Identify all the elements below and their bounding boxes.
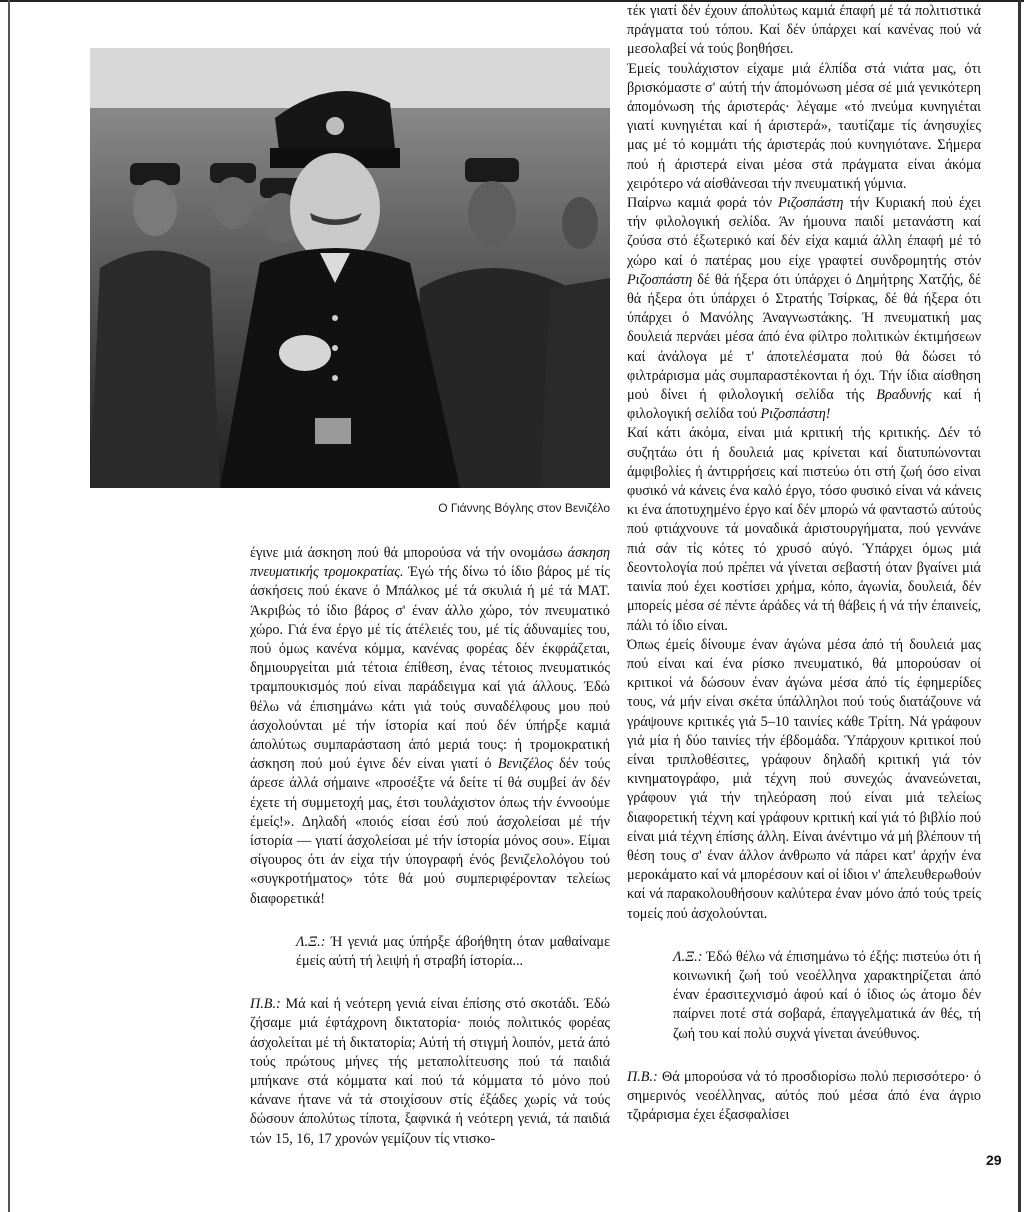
right-paragraph-3	[627, 194, 981, 424]
right-p3-text-d: καί ή φιλολογική σελίδα τού	[627, 387, 981, 423]
page-right-edge	[1018, 0, 1021, 1212]
left-p1-italic: άσκηση πνευματικής τρομοκρατίας.	[250, 545, 610, 581]
right-p3-text-b: τήν Κυριακή πού έχει τήν φιλολογική σελίδα. Άν ήμουνα παιδί μετανάστη καί ζούσα στό έξωτερικό καί δέν είχα καμιά άλλη έπαφή μέ τό χώρο καί ό πατέρας μου είχε γραφτεί συνδρομητής στόν	[627, 195, 981, 269]
text-column-right	[627, 2, 981, 1197]
right-p3-text-c: δέ θά ήξερα ότι ύπάρχει ό Δημήτρης Χατζής, δέ θά ήξερα ότι ύπάρχει ό Στρατής Τσίρκας, δέ θά ήξερα ότι ύπάρχει ό Μανόλης Άναγνωστάκης. Ή πνευματική μας δουλειά περνάει μέσα άπό ένα φίλτρο πολιτικών έκτιμήσεων καί άνάλογα μέ τ' άποτελέσματα πού θά δώσει τό φιλτράρισμα μάς συμπαραστέκονται ή όχι. Τήν ίδια αίσθηση μού δίνει ή φιλολογική σελίδα τής	[627, 271, 981, 404]
right-p3-italic-2: Ριζοσπάστη	[627, 271, 693, 288]
right-p3-italic-4: Ριζοσπάστη!	[760, 406, 831, 423]
left-p1-text-a: έγινε μιά άσκηση πού θά μπορούσα νά τήν ονομάσω	[250, 545, 568, 561]
historical-photo	[90, 48, 610, 488]
photo-caption: Ο Γιάννης Βόγλης στον Βενιζέλο	[438, 501, 610, 515]
left-p1-text-b: Έγώ τής δίνω τό ίδιο βάρος μέ τίς άσκήσεις πού έκανε ό Μπάλκος μέ τά σκυλιά ή μέ τά ΜΑΤ. Άκριβώς τό ίδιο βάρος σ' έναν άλλο χώρο, τόν πνευματικό χώρο. Γιά ένα έργο μέ τίς άτέλειές του, μέ τίς άδυναμίες του, πού όμως κανένα κόμμα, κανένας φορέας δέν έκφράζεται, δημιουργείται μιά τέτοια έπίθεση, ένας τέτοιος πνευματικός τραμπουκισμός πού είναι παράδειγμα καί γιά άλλους. Έδώ θέλω νά έπισημάνω κάτι γιά τούς συναδέλφους μου πού άσχολούνται μέ τήν ίστορία καί πού δέν ύπήρξε καμιά άπολύτως συμπαράσταση άπό μεριά τους: ή τρομοκρατική άσκηση πού μού έγινε δέν είναι γιατί ό	[250, 564, 610, 773]
right-question-speaker: Λ.Ξ.:	[673, 948, 703, 965]
page-left-edge	[8, 0, 10, 1212]
right-answer-speaker: Π.Β.:	[627, 1068, 658, 1085]
right-p3-italic-3: Βραδυνής	[876, 387, 932, 404]
left-question	[250, 933, 610, 971]
right-question-text: Έδώ θέλω νά έπισημάνω τό έξής: πιστεύω ότι ή κοινωνική ζωή τού νεοέλληνα χαρακτηρίζεται άπό έναν έρασιτεχνισμό άφού καί ό ίδιος ώς άτομο δέν παίρνει ποτέ στά σοβαρά, έπαγγελματικά άν θές, τή ζωή του καί πολύ συχνά γίνεται άνεύθυνος.	[673, 948, 981, 1042]
right-p3-italic-1: Ριζοσπάστη	[778, 195, 844, 212]
right-paragraph-4: Καί κάτι άκόμα, είναι μιά κριτική τής κριτικής. Δέν τό συζητάω ότι ή δουλειά μας κρίνεται καί διατυπώνονται άμφιβολίες ή άντιρρήσεις καί πιστεύω ότι στή ζωή όσο είναι φυσικό νά κάνεις ένα καλό έργο, τόσο φυσικό είναι νά κάνεις κι ένα άποτυχημένο έργο καί δέν μπορώ νά φανταστώ αύτούς πού φτιάχνουνε τά μοναδικά άριστουργήματα, πού γεννάνε πιά σάν τίς κότες τό χρυσό αύγό. Ύπάρχει όμως μιά δεοντολογία πού πρέπει νά γίνεται σεβαστή όταν βγαίνει μιά ταινία πού έχει κοστίσει χρήμα, κόπο, άγωνία, δουλειά, δέν μπορείς μέσα σέ πέντε άράδες νά τή θάβεις ή νά τήν έπαινείς, πάλι τό ίδιο είναι.	[627, 425, 981, 634]
right-paragraph-2: Έμείς τουλάχιστον είχαμε μιά έλπίδα στά νιάτα μας, ότι βρισκόμαστε σ' αύτή τήν άπομόνωση μέσα σέ μιά γενικότερη άπομόνωση τής άριστεράς· λέγαμε «τό πνεύμα κυνηγιέται γιατί κυνηγιέται καί ή άριστερά», ταυτίζαμε τίς άνησυχίες μας μέ τό κομμάτι τής άριστεράς πού κυνηγιότανε. Σήμερα πού ή άριστερά είναι μέσα στά πράγματα είναι άκόμα χειρότερο νά αίσθάνεσαι τήν πνευματική γύμνια.	[627, 60, 981, 192]
right-answer	[627, 1068, 981, 1126]
left-paragraph-1	[250, 544, 610, 909]
right-paragraph-1: τέκ γιατί δέν έχουν άπολύτως καμιά έπαφή μέ τά πολιτιστικά πράγματα τού τόπου. Καί δέν ύπάρχει καί κανένας πού νά μεσολαβεί νά τούς βοηθήσει.	[627, 3, 981, 58]
photo-illustration	[90, 48, 610, 488]
left-answer	[250, 995, 610, 1149]
right-question	[627, 948, 981, 1044]
left-question-speaker: Λ.Ξ.:	[296, 933, 326, 950]
left-question-text: Ή γενιά μας ύπήρξε άβοήθητη όταν μαθαίναμε έμείς αύτή τή λειψή ή στραβή ίστορία...	[296, 933, 610, 970]
left-p1-text-c: δέν τούς άρεσε άλλά σήμαινε «προσέξτε νά δείτε τί θά συμβεί άν δέν έχετε τή συμμετοχή μας, έτσι τουλάχιστον όπως τήν έννοούμε έμείς!». Δηλαδή «ποιός είσαι έσύ πού άσχολείσαι μέ τήν ίστορία — γιατί άσχολείσαι μέ τήν ίστορία μόνος σου». Είμαι σίγουρος ότι άν είχα τήν ύπογραφή ένός βενιζελολόγου τού «συγκροτήματος» τότε θά μού συμπεριφέρονταν τελείως διαφορετικά!	[250, 756, 610, 907]
left-p1-italic-2: Βενιζέλος	[497, 756, 553, 773]
right-p3-text-a: Παίρνω καμιά φορά τόν	[627, 195, 779, 212]
left-answer-speaker: Π.Β.:	[250, 996, 281, 1013]
right-answer-text: Θά μπορούσα νά τό προσδιορίσω πολύ περισσότερο· ό σημερινός νεοέλληνας, αύτός πού μέσα άπό ένα άγριο τζιράρισμα έχει έξασφαλίσει	[627, 1068, 981, 1124]
text-column-left	[250, 544, 610, 1184]
right-paragraph-5: Όπως έμείς δίνουμε έναν άγώνα μέσα άπό τή δουλειά μας πού είναι καί ένα ρίσκο πνευματικό, θά μπορούσαν οί κριτικοί νά δώσουν έναν άγώνα μέσα άπό τίς έφημερίδες τους, νά μήν είναι σκέτα ύπάλληλοι πού τούς διατάζουνε νά γράψουνε κριτικές γιά 5–10 ταινίες κάθε Τρίτη. Νά γράφουν γιά μία ή δύο ταινίες τήν έβδομάδα. Ύπάρχουν κριτικοί πού είναι τριπλοθέσιτες, γράφουν δηλαδή κριτική γιά τόν κινηματογράφο, μιά τέχνη πού συνεχώς άνανεώνεται, γράφουν γιά τήν τηλεόραση πού είναι μιά τελείως διαφορετική τέχνη καί γράφουν κριτική καί γιά τό βιβλίο πού είναι μιά τέχνη έπίσης άλλη. Είναι άνέντιμο νά μή βλέπουν τή θέση τους σ' έναν άλλον άνθρωπο νά πάρει κατ' άρχήν ένα μεροκάματο καί νά μπορέσουν καί οί ίδιοι ν' άπελευθερωθούν καί νά παρακολουθήσουν καλύτερα έναν μόνο άπό τούς τρείς τομείς πού άσχολούνται.	[627, 636, 981, 922]
page-number: 29	[986, 1152, 1002, 1168]
left-answer-text: Μά καί ή νεότερη γενιά είναι έπίσης στό σκοτάδι. Έδώ ζήσαμε μιά έφτάχρονη δικτατορία· ποιός πολιτικός φορέας άσχολείται μέ τή δικτατορία; Αύτή τή στιγμή λοιπόν, μετά άπό τούς πρώτους μήνες τής μεταπολίτευσης πού τά παιδιά μπήκανε στά κόμματα καί πού τά κόμματα τό μόνο πού κάνανε ήτανε νά τά στοιχίσουν στίς έξάδες χωρίς νά τούς δώσουν άπολύτως τίποτα, ξαφνικά ή νεότερη γενιά, τά παιδιά τών 15, 16, 17 χρονών γεμίζουν τίς ντισκο-	[250, 996, 610, 1147]
